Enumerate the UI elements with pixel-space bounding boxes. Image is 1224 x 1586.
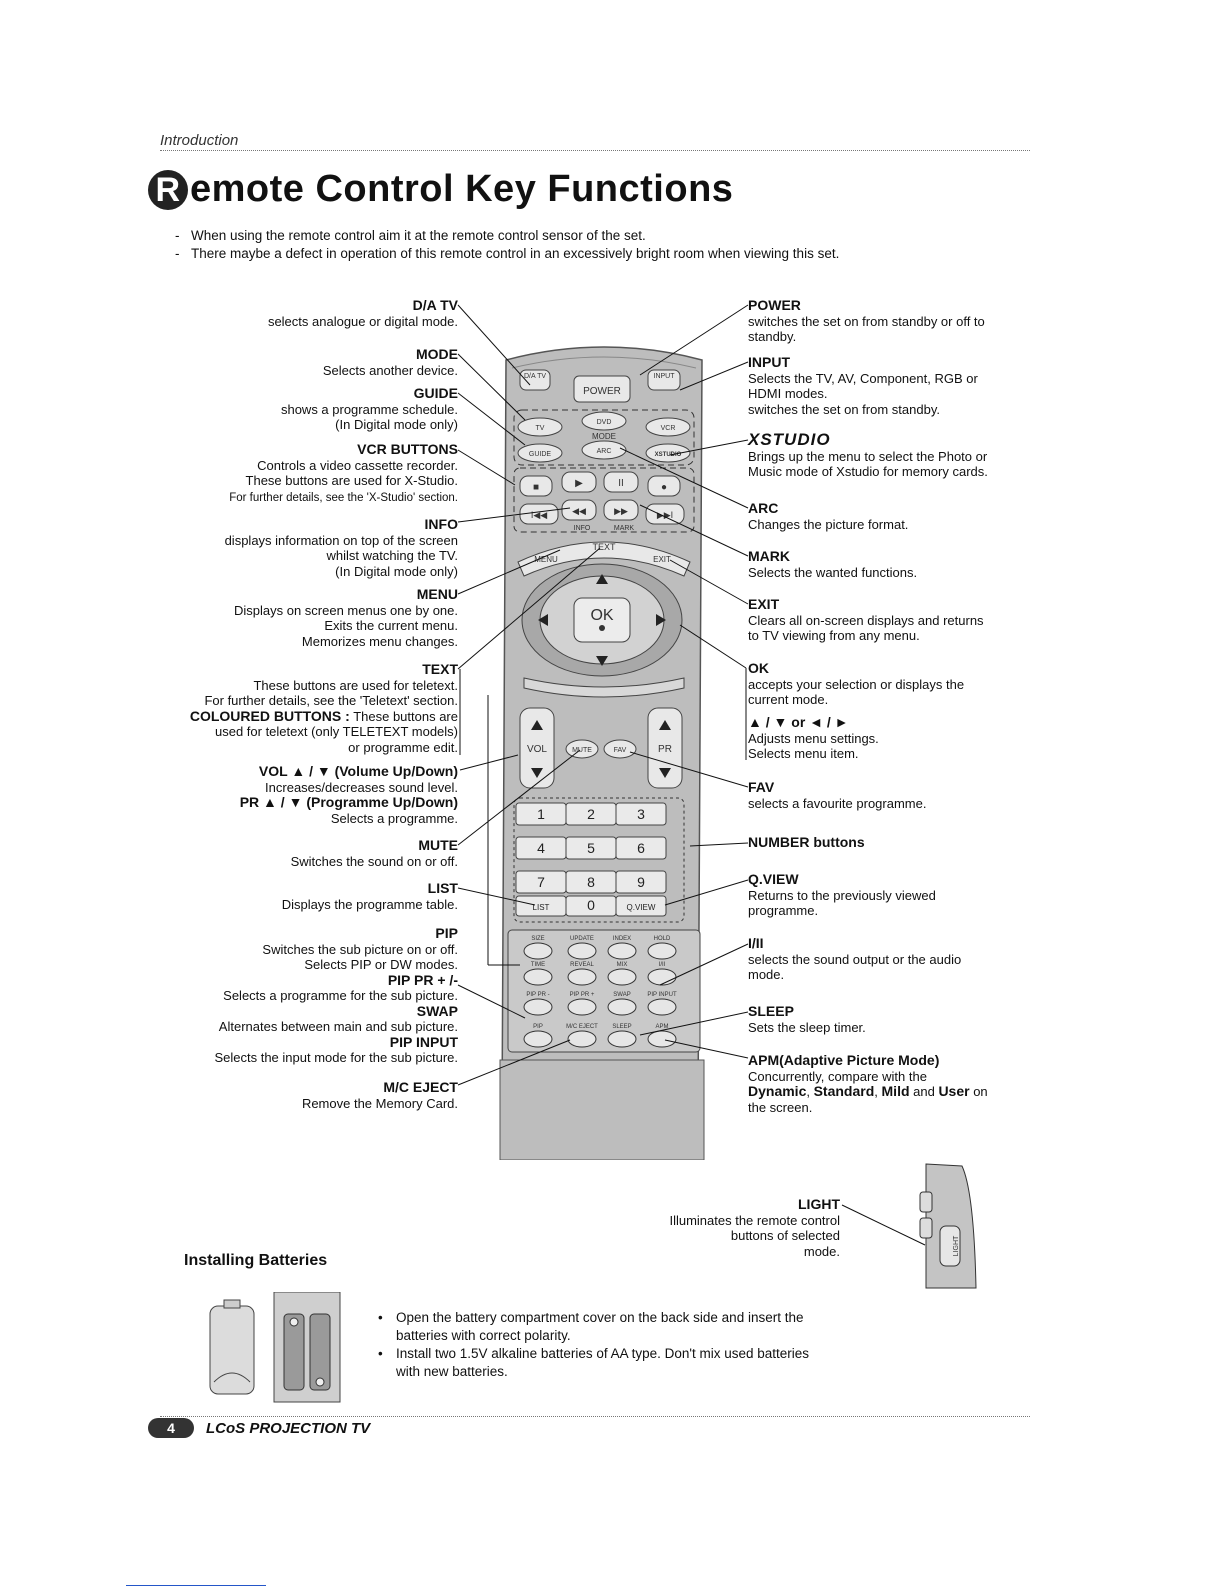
svg-text:INFO: INFO [573, 525, 591, 532]
teletext-key-label: PIP INPUT [647, 992, 677, 998]
label-info-desc: displays information on top of the screen [224, 532, 458, 548]
svg-text:OK: OK [590, 607, 614, 624]
number-key-label: 8 [587, 874, 595, 890]
teletext-key-label: PIP PR - [526, 992, 550, 998]
label-mode-desc: Selects another device. [322, 362, 458, 378]
battery-instruction-line: Install two 1.5V alkaline batteries of AA type. Don't mix used batteries [396, 1346, 810, 1361]
battery-instruction [376, 1345, 876, 1381]
section-heading: Introduction [160, 132, 239, 149]
teletext-key [524, 969, 552, 985]
label-pippr-desc: Selects a programme for the sub picture. [223, 988, 458, 1003]
teletext-key [648, 1031, 676, 1047]
teletext-key-label: MIX [616, 962, 628, 968]
svg-text:EXIT: EXIT [653, 555, 671, 564]
label-power-desc: switches the set on from standby or off to [748, 313, 985, 329]
label-datv-name: D/A TV [412, 297, 458, 313]
label-exit-name: EXIT [748, 596, 780, 612]
svg-text:TEXT: TEXT [592, 542, 616, 552]
batteries-heading: Installing Batteries [184, 1252, 328, 1269]
label-exit [748, 597, 1033, 644]
label-menu [234, 587, 458, 649]
bottom-row-key-label: 0 [587, 897, 595, 913]
number-key-label: 5 [587, 840, 595, 856]
apm-mode: User [938, 1083, 970, 1099]
label-iii-name: I/II [748, 935, 764, 951]
svg-text:▶▶I: ▶▶I [656, 510, 674, 520]
svg-text:MENU: MENU [534, 555, 558, 564]
label-list-desc: Displays the programme table. [281, 896, 458, 912]
apm-sep: , [806, 1084, 814, 1099]
svg-text:VCR: VCR [660, 425, 676, 432]
label-qview [748, 872, 1033, 919]
datv-key-label: D/A TV [523, 373, 547, 380]
teletext-key-label: I/II [658, 962, 666, 968]
label-exit-desc: Clears all on-screen displays and returns [748, 612, 984, 628]
page-title [148, 168, 733, 211]
teletext-key [608, 1031, 636, 1047]
bottom-row-key-label: LIST [532, 903, 550, 912]
label-arrows [748, 715, 1033, 762]
bottom-row-key-label: Q.VIEW [626, 903, 656, 912]
number-key-label: 7 [537, 874, 545, 890]
label-exit-desc: to TV viewing from any menu. [748, 628, 920, 643]
label-mceject [302, 1080, 458, 1111]
label-input-desc: Selects the TV, AV, Component, RGB or [748, 370, 978, 386]
label-light-desc: mode. [803, 1243, 840, 1259]
label-pr-desc: Selects a programme. [330, 810, 458, 826]
label-pipinput-desc: Selects the input mode for the sub picture. [214, 1050, 458, 1065]
label-pipinput-name: PIP INPUT [389, 1033, 458, 1050]
number-key-label: 2 [587, 806, 595, 822]
label-datv [268, 298, 458, 329]
label-sleep-desc: Sets the sleep timer. [748, 1019, 866, 1035]
apm-mode: Dynamic [748, 1083, 807, 1099]
label-list [282, 881, 458, 912]
label-info-desc: (In Digital mode only) [335, 563, 458, 579]
label-light-desc: buttons of selected [730, 1228, 840, 1243]
label-number-name: NUMBER buttons [748, 834, 865, 850]
teletext-key [524, 943, 552, 959]
label-pr-name: PR ▲ / ▼ (Programme Up/Down) [239, 794, 458, 810]
battery-instruction-line: with new batteries. [396, 1364, 508, 1379]
apm-and: and [909, 1084, 939, 1099]
intro-note: - When using the remote control aim it at the remote control sensor of the set. [175, 227, 839, 245]
teletext-key-label: SIZE [531, 936, 545, 942]
label-menu-desc: Displays on screen menus one by one. [233, 602, 458, 618]
svg-text:FAV: FAV [613, 747, 627, 754]
label-arc [748, 501, 1033, 532]
label-vol-desc: Increases/decreases sound level. [265, 779, 458, 795]
teletext-key-label: M/C EJECT [566, 1024, 598, 1030]
title-text: emote Control Key Functions [190, 168, 734, 210]
label-info-desc: whilst watching the TV. [326, 548, 458, 563]
label-ok-name: OK [748, 660, 769, 676]
svg-text:▶: ▶ [575, 478, 583, 489]
label-text [190, 662, 458, 755]
label-sleep-name: SLEEP [748, 1003, 794, 1019]
svg-text:◀◀: ◀◀ [572, 506, 586, 516]
label-swap-name: SWAP [416, 1002, 458, 1019]
teletext-key-label: INDEX [612, 936, 632, 942]
label-arc-name: ARC [748, 500, 779, 516]
label-arc-desc: Changes the picture format. [748, 516, 909, 532]
label-mute-desc: Switches the sound on or off. [290, 853, 458, 869]
apm-mode: Standard [813, 1083, 875, 1099]
label-vol-name: VOL ▲ / ▼ (Volume Up/Down) [258, 763, 458, 779]
label-power-name: POWER [748, 297, 801, 313]
page-footer [148, 1418, 370, 1438]
teletext-key-label: HOLD [653, 936, 671, 942]
label-arrows-desc: Adjusts menu settings. [748, 730, 879, 746]
label-datv-desc: selects analogue or digital mode. [267, 313, 458, 329]
teletext-key-label: PIP PR + [569, 992, 595, 998]
label-vol-pr [240, 764, 458, 826]
number-key-label: 9 [637, 874, 645, 890]
label-qview-desc: programme. [748, 903, 819, 918]
label-menu-name: MENU [416, 586, 458, 602]
battery-instruction-line: Open the battery compartment cover on the back side and insert the [396, 1310, 804, 1325]
label-pip-name: PIP [435, 925, 458, 941]
label-apm-name: APM(Adaptive Picture Mode) [748, 1052, 940, 1068]
label-coloured-desc: or programme edit. [348, 739, 458, 755]
teletext-key [608, 943, 636, 959]
battery-instructions [376, 1309, 876, 1381]
teletext-key [568, 999, 596, 1015]
label-mute [291, 838, 458, 869]
svg-text:II: II [618, 478, 624, 489]
label-fav [748, 780, 1033, 811]
label-vcr [229, 442, 458, 506]
label-guide-desc: shows a programme schedule. [280, 401, 458, 417]
label-pippr-name: PIP PR + /- [387, 971, 458, 988]
label-guide-name: GUIDE [413, 385, 458, 401]
teletext-key-label: SWAP [613, 992, 631, 998]
intro-notes [175, 227, 839, 263]
label-guide-desc: (In Digital mode only) [335, 417, 458, 432]
teletext-key [648, 969, 676, 985]
svg-text:■: ■ [532, 482, 540, 493]
label-mode [323, 347, 458, 378]
label-fav-desc: selects a favourite programme. [748, 795, 927, 811]
apm-desc: the screen. [748, 1099, 813, 1115]
label-light [600, 1197, 840, 1259]
page-number: 4 [148, 1418, 194, 1438]
label-input [748, 355, 1033, 417]
label-apm-desc: Concurrently, compare with the [748, 1068, 927, 1084]
label-vcr-name: VCR BUTTONS [357, 441, 458, 457]
teletext-key-label: APM [655, 1024, 669, 1030]
power-key-label: POWER [583, 386, 621, 397]
label-mute-name: MUTE [418, 837, 458, 853]
teletext-key-label: REVEAL [570, 962, 594, 968]
label-mode-name: MODE [416, 346, 458, 362]
label-input-desc: switches the set on from standby. [748, 401, 940, 417]
teletext-key-label: PIP [533, 1024, 543, 1030]
input-key-label: INPUT [653, 373, 675, 380]
number-key-label: 1 [537, 806, 545, 822]
teletext-key [648, 999, 676, 1015]
label-number [748, 835, 1033, 851]
label-sleep [748, 1004, 1033, 1035]
teletext-key-label: UPDATE [570, 936, 594, 942]
label-vcr-desc: For further details, see the 'X-Studio' section. [229, 491, 458, 504]
label-qview-name: Q.VIEW [748, 871, 799, 887]
teletext-key [524, 1031, 552, 1047]
label-power [748, 298, 1033, 345]
title-initial: R [148, 170, 188, 210]
label-mark-desc: Selects the wanted functions. [748, 564, 918, 580]
svg-text:ARC: ARC [596, 448, 612, 455]
teletext-key-label: TIME [530, 962, 546, 968]
battery-illustration [204, 1292, 344, 1404]
label-xstudio [748, 432, 1033, 480]
label-info [225, 517, 458, 579]
label-xstudio-name: XSTUDIO [748, 430, 831, 449]
teletext-key [568, 969, 596, 985]
label-menu-desc: Memorizes menu changes. [301, 633, 458, 649]
label-text-desc: For further details, see the 'Teletext' section. [204, 693, 458, 708]
label-apm [748, 1053, 1033, 1115]
teletext-key [524, 999, 552, 1015]
svg-text:I◀◀: I◀◀ [530, 510, 548, 520]
battery-instruction [376, 1309, 876, 1345]
label-arrows-name: ▲ / ▼ or ◄ / ► [748, 714, 849, 730]
svg-text:●: ● [660, 482, 668, 493]
svg-text:LIGHT: LIGHT [953, 1235, 960, 1257]
number-key-label: 3 [637, 806, 645, 822]
teletext-key [568, 1031, 596, 1047]
teletext-key-label: SLEEP [612, 1024, 632, 1030]
intro-note: - There maybe a defect in operation of this remote control in an excessively bright room when viewing this set. [175, 245, 839, 263]
svg-text:DVD: DVD [596, 419, 612, 426]
label-input-name: INPUT [748, 354, 790, 370]
remote-side-view-illustration [912, 1162, 982, 1290]
svg-text:GUIDE: GUIDE [528, 451, 552, 458]
label-coloured-desc: used for teletext (only TELETEXT models) [214, 724, 458, 739]
footer-title: LCoS PROJECTION TV [206, 1419, 371, 1437]
apm-tail: on [969, 1084, 988, 1099]
label-pip [214, 926, 458, 1066]
label-qview-desc: Returns to the previously viewed [748, 887, 936, 903]
label-vcr-desc: These buttons are used for X-Studio. [245, 473, 458, 488]
label-pip-desc: Selects PIP or DW modes. [304, 957, 458, 972]
svg-text:▶▶: ▶▶ [614, 506, 628, 516]
label-iii-desc: selects the sound output or the audio [748, 951, 962, 967]
label-pip-desc: Switches the sub picture on or off. [262, 941, 458, 957]
label-ok [748, 661, 1033, 708]
label-guide [281, 386, 458, 433]
teletext-key [568, 943, 596, 959]
label-power-desc: standby. [748, 329, 797, 344]
label-mceject-name: M/C EJECT [383, 1079, 458, 1095]
remote-control-illustration [498, 340, 710, 1160]
label-input-desc: HDMI modes. [748, 386, 828, 401]
label-ok-desc: current mode. [748, 692, 829, 707]
label-coloured-desc: These buttons are [353, 708, 458, 724]
label-iii-desc: mode. [748, 967, 785, 982]
label-mark [748, 549, 1033, 580]
label-coloured-name: COLOURED BUTTONS : [189, 707, 350, 724]
label-info-name: INFO [424, 516, 458, 532]
battery-instruction-line: batteries with correct polarity. [396, 1328, 571, 1343]
svg-text:PR: PR [658, 744, 672, 755]
teletext-key [648, 943, 676, 959]
number-key-label: 6 [637, 840, 645, 856]
svg-text:MODE: MODE [592, 432, 616, 441]
label-text-name: TEXT [422, 661, 458, 677]
label-light-desc: Illuminates the remote control [669, 1212, 840, 1228]
svg-text:TV: TV [535, 425, 545, 432]
teletext-key [608, 999, 636, 1015]
footer-rule [160, 1416, 1030, 1417]
label-menu-desc: Exits the current menu. [324, 618, 458, 633]
svg-text:MUTE: MUTE [572, 747, 592, 754]
label-ok-desc: accepts your selection or displays the [748, 676, 965, 692]
teletext-key [608, 969, 636, 985]
header-rule [160, 150, 1030, 151]
number-key-label: 4 [537, 840, 545, 856]
label-light-name: LIGHT [798, 1196, 840, 1212]
label-mark-name: MARK [748, 548, 790, 564]
label-fav-name: FAV [748, 779, 775, 795]
label-xstudio-desc: Brings up the menu to select the Photo or [748, 448, 988, 464]
label-iii [748, 936, 1033, 983]
svg-text:MARK: MARK [613, 525, 635, 532]
apm-sep: , [874, 1084, 882, 1099]
label-mceject-desc: Remove the Memory Card. [301, 1095, 458, 1111]
svg-text:VOL: VOL [526, 744, 548, 755]
apm-mode: Mild [881, 1083, 910, 1099]
label-swap-desc: Alternates between main and sub picture. [218, 1019, 458, 1034]
label-xstudio-desc: Music mode of Xstudio for memory cards. [748, 464, 988, 479]
label-arrows-desc: Selects menu item. [748, 746, 859, 761]
label-vcr-desc: Controls a video cassette recorder. [257, 457, 458, 473]
label-list-name: LIST [427, 880, 458, 896]
label-text-desc: These buttons are used for teletext. [253, 677, 458, 693]
svg-text:XSTUDIO: XSTUDIO [654, 452, 682, 458]
